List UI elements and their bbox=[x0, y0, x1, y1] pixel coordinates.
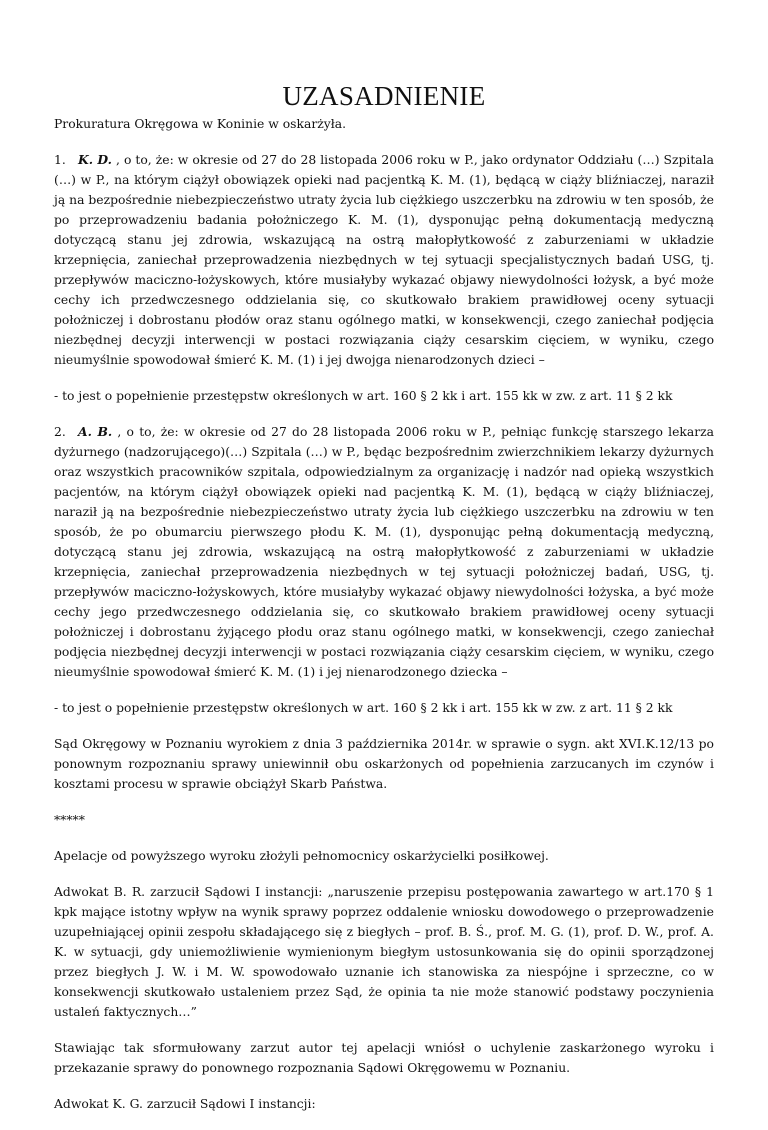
appeal-1-request: Stawiając tak sformułowany zarzut autor tej apelacji wniósł o uchylenie zaskarżonego wyroku i przekazanie sprawy do ponownego rozpoznania Sądowi Okręgowemu w Poznaniu. bbox=[54, 1041, 714, 1075]
appeals-intro: Apelacje od powyższego wyroku złożyli pełnomocnicy oskarżycielki posiłkowej. bbox=[54, 849, 549, 863]
document-title: UZASADNIENIE bbox=[282, 81, 486, 111]
section-separator: ***** bbox=[54, 813, 85, 827]
qualification-1: - to jest o popełnienie przestępstw określonych w art. 160 § 2 kk i art. 155 kk w zw. z art. 11 § 2 kk bbox=[54, 389, 673, 403]
intro-paragraph: Prokuratura Okręgowa w Koninie w oskarżyła. bbox=[54, 117, 347, 131]
appeal-2-paragraph: Adwokat K. G. zarzucił Sądowi I instancji: bbox=[54, 1097, 316, 1111]
verdict-paragraph: Sąd Okręgowy w Poznaniu wyrokiem z dnia 3 października 2014r. w sprawie o sygn. akt XVI.K.12/13 po ponownym rozpoznaniu sprawy uniewinnił obu oskarżonych od popełnienia zarzucanych im czynów i kosztami procesu w sprawie obciążył Skarb Państwa. bbox=[54, 737, 714, 791]
charge-1-defendant: K. D. bbox=[78, 152, 112, 167]
charge-2-paragraph bbox=[54, 422, 714, 682]
charge-1-number: 1. bbox=[54, 153, 66, 167]
appeal-1-paragraph: Adwokat B. R. zarzucił Sądowi I instancji: „naruszenie przepisu postępowania zawartego w art.170 § 1 kpk mające istotny wpływ na wynik sprawy poprzez oddalenie wniosku dowodowego o przeprowadzenie uzupełniającej opinii zespołu składającego się z biegłych – prof. B. Ś., prof. M. G. (1), prof. D. W., prof. A. K. w sytuacji, gdy uniemożliwienie wymienionym biegłym ustosunkowania się do opinii sporządzonej przez biegłych J. W. i M. W. spowodowało uznanie ich stanowiska za niespójne i sprzeczne, co w konsekwencji skutkowało ustaleniem przez Sąd, że opinia ta nie może stanowić podstawy poczynienia ustaleń faktycznych…” bbox=[54, 885, 714, 1019]
document-page bbox=[54, 80, 714, 1130]
qualification-2: - to jest o popełnienie przestępstw określonych w art. 160 § 2 kk i art. 155 kk w zw. z art. 11 § 2 kk bbox=[54, 701, 673, 715]
charge-2-defendant: A. B. bbox=[78, 424, 113, 439]
charge-2-text: , o to, że: w okresie od 27 do 28 listopada 2006 roku w P., pełniąc funkcję starszego lekarza dyżurnego (nadzorującego)(…) Szpitala (…) w P., będąc bezpośrednim zwierzchnikiem lekarzy dyżurnych oraz wszystkich pracowników szpitala, odpowiedzialnym za organizację i nadzór nad opieką wszystkich pacjentów, na którym ciążył obowiązek opieki nad pacjentką K. M. (1), będącą w ciąży bliźniaczej, naraził ją na bezpośrednie niebezpieczeństwo utraty życia lub ciężkiego uszczerbku na zdrowiu w ten sposób, że po obumarciu pierwszego płodu K. M. (1), dysponując pełną dokumentacją medyczną, dotyczącą stanu jej zdrowia, wskazującą na ostrą małopłytkowość z zaburzeniami w układzie krzepnięcia, zaniechał przeprowadzenia niezbędnych w tej sytuacji położniczej badań, USG, tj. przepływów maciczno-łożyskowych, które musiałyby wykazać objawy niewydolności łożyska, a być może cechy jego przedwczesnego oddzielania się, co skutkowało brakiem prawidłowej oceny sytuacji położniczej i dobrostanu żyjącego płodu oraz stanu ogólnego matki, w konsekwencji, czego zaniechał podjęcia niezbędnej decyzji interwencji w postaci rozwiązania ciąży cesarskim cięciem, w wyniku, czego nieumyślnie spowodował śmierć K. M. (1) i jej nienarodzonego dziecka – bbox=[54, 425, 714, 679]
charge-1-paragraph bbox=[54, 150, 714, 370]
charge-1-text: , o to, że: w okresie od 27 do 28 listopada 2006 roku w P., jako ordynator Oddziału (…) Szpitala (…) w P., na którym ciążył obowiązek opieki nad pacjentką K. M. (1), będącą w ciąży bliźniaczej, naraził ją na bezpośrednie niebezpieczeństwo utraty życia lub ciężkiego uszczerbku na zdrowiu w ten sposób, że po przeprowadzeniu badania położniczego K. M. (1), dysponując pełną dokumentacją medyczną dotyczącą stanu jej zdrowia, wskazującą na ostrą małopłytkowość z zaburzeniami w układzie krzepnięcia, zaniechał przeprowadzenia niezbędnych w tej sytuacji specjalistycznych badań USG, tj. przepływów maciczno-łożyskowych, które musiałyby wykazać objawy niewydolności łożysk, a być może cechy ich przedwczesnego oddzielania się, co skutkowało brakiem prawidłowej oceny sytuacji położniczej i dobrostanu płodów oraz stanu ogólnego matki, w konsekwencji, czego zaniechał podjęcia niezbędnej decyzji interwencji w postaci rozwiązania ciąży cesarskim cięciem, w wyniku, czego nieumyślnie spowodował śmierć K. M. (1) i jej dwojga nienarodzonych dzieci – bbox=[54, 153, 714, 367]
charge-2-number: 2. bbox=[54, 425, 66, 439]
